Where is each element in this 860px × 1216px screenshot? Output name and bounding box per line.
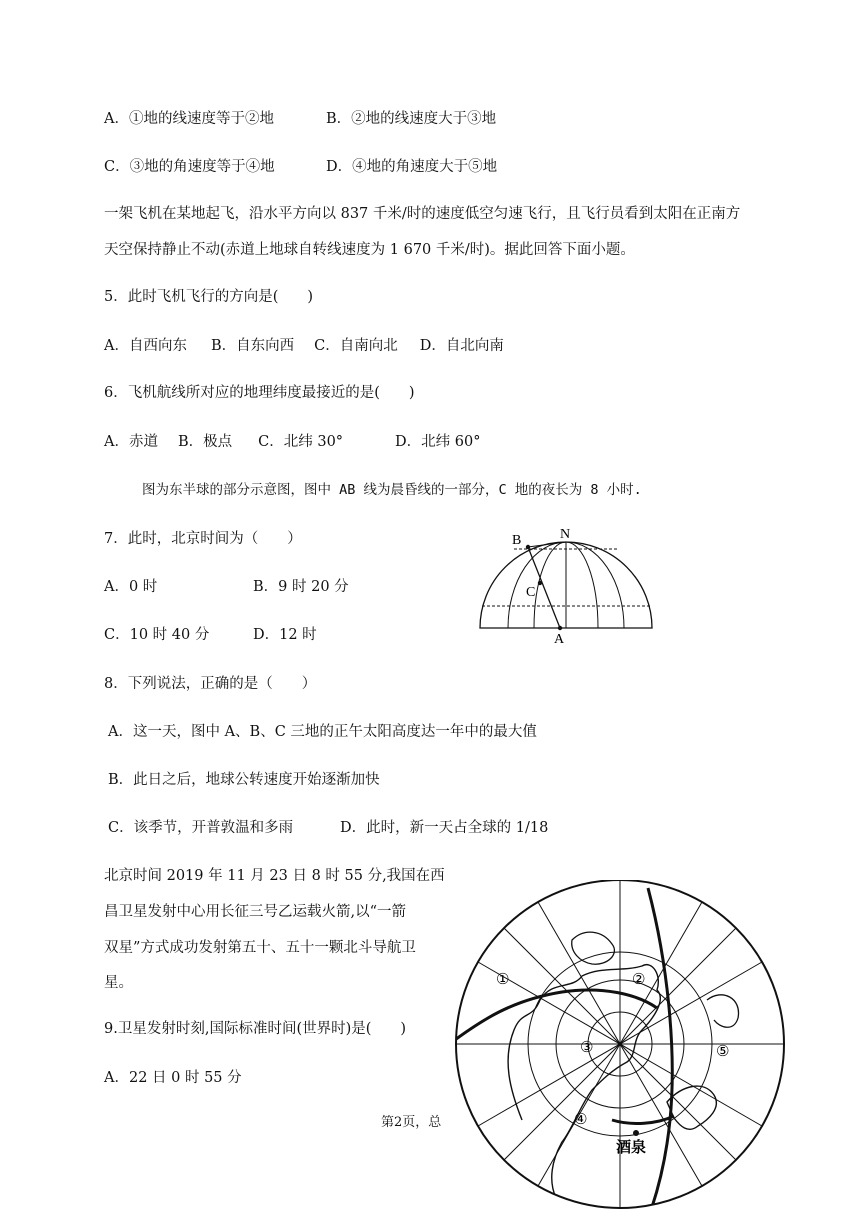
passage3-line1: 北京时间 2019 年 11 月 23 日 8 时 55 分,我国在西 [104, 868, 445, 884]
terminator-curve [452, 990, 657, 1042]
polar-map-figure [452, 880, 790, 1213]
q5-options [104, 336, 504, 356]
q7-stem: 7．此时，北京时间为（ ） [104, 531, 302, 547]
passage2-text: 图为东半球的部分示意图，图中 AB 线为晨昏线的一部分，C 地的夜长为 8 小时. [142, 482, 642, 498]
q8-stem: 8．下列说法，正确的是（ ） [104, 676, 317, 692]
continent-outline [572, 932, 615, 964]
q7-option-a: A．0 时 [104, 579, 158, 595]
passage1-line2: 天空保持静止不动(赤道上地球自转线速度为 1 670 千米/时)。据此回答下面小题。 [104, 242, 635, 258]
marker-3: ③ [580, 1038, 594, 1056]
marker-2: ② [632, 970, 646, 988]
q8-option-b: B．此日之后，地球公转速度开始逐渐加快 [108, 772, 380, 788]
place-label-jiuquan: 酒泉 [616, 1138, 647, 1156]
q8-option-a: A．这一天，图中 A、B、C 三地的正午太阳高度达一年中的最大值 [108, 724, 537, 740]
passage3-line2: 昌卫星发射中心用长征三号乙运载火箭,以“一箭 [104, 904, 407, 920]
meridian [534, 542, 566, 628]
jiuquan-point [633, 1130, 639, 1136]
q9-option-a: A．22 日 0 时 55 分 [104, 1070, 242, 1086]
continent-outline [472, 1165, 513, 1203]
q5-option-a: A．自西向东 [104, 338, 187, 354]
passage3-line4: 星。 [104, 975, 133, 991]
q7-option-d: D．12 时 [253, 627, 317, 643]
hemisphere-figure [470, 522, 660, 647]
q4-option-a: A．①地的线速度等于②地 [104, 111, 274, 127]
q9-stem: 9.卫星发射时刻,国际标准时间(世界时)是( ) [104, 1021, 407, 1037]
meridian [566, 542, 598, 628]
label-c: C [526, 585, 536, 600]
point-c [538, 581, 542, 585]
q6-option-c: C．北纬 30° [258, 434, 344, 450]
passage1-line1: 一架飞机在某地起飞，沿水平方向以 837 千米/时的速度低空匀速飞行，且飞行员看到太阳在正南方 [104, 206, 741, 222]
marker-1: ① [496, 970, 510, 988]
q5-stem: 5．此时飞机飞行的方向是( ) [104, 289, 314, 305]
marker-4: ④ [574, 1110, 588, 1128]
page-footer: 第2页，总 [381, 1115, 442, 1130]
label-b: B [512, 533, 522, 548]
passage3-line3: 双星”方式成功发射第五十、五十一颗北斗导航卫 [104, 940, 416, 956]
q6-options [104, 432, 480, 452]
label-n: N [560, 527, 571, 542]
q4-option-d: D．④地的角速度大于⑤地 [326, 159, 498, 175]
q5-option-c: C．自南向北 [314, 338, 398, 354]
point-a [558, 626, 562, 630]
meridian [566, 542, 624, 628]
continent-outline [667, 1086, 716, 1129]
label-a: A [554, 632, 565, 647]
q6-stem: 6．飞机航线所对应的地理纬度最接近的是( ) [104, 385, 415, 401]
point-b [526, 545, 530, 549]
q7-option-b: B．9 时 20 分 [253, 579, 349, 595]
continent-outline [707, 995, 739, 1027]
q5-option-b: B．自东向西 [210, 338, 295, 354]
marker-5: ⑤ [716, 1042, 730, 1060]
q8-option-c: C．该季节，开普敦温和多雨 [108, 820, 294, 836]
meridian [508, 542, 566, 628]
q6-option-a: A．赤道 [104, 434, 158, 450]
q4-option-c: C．③地的角速度等于④地 [104, 159, 275, 175]
q6-option-d: D．北纬 60° [395, 434, 481, 450]
q7-option-c: C．10 时 40 分 [104, 627, 210, 643]
q6-option-b: B．极点 [177, 434, 233, 450]
q5-option-d: D．自北向南 [419, 338, 504, 354]
q8-option-d: D．此时，新一天占全球的 1/18 [340, 820, 549, 836]
q4-option-b: B．②地的线速度大于③地 [326, 111, 497, 127]
